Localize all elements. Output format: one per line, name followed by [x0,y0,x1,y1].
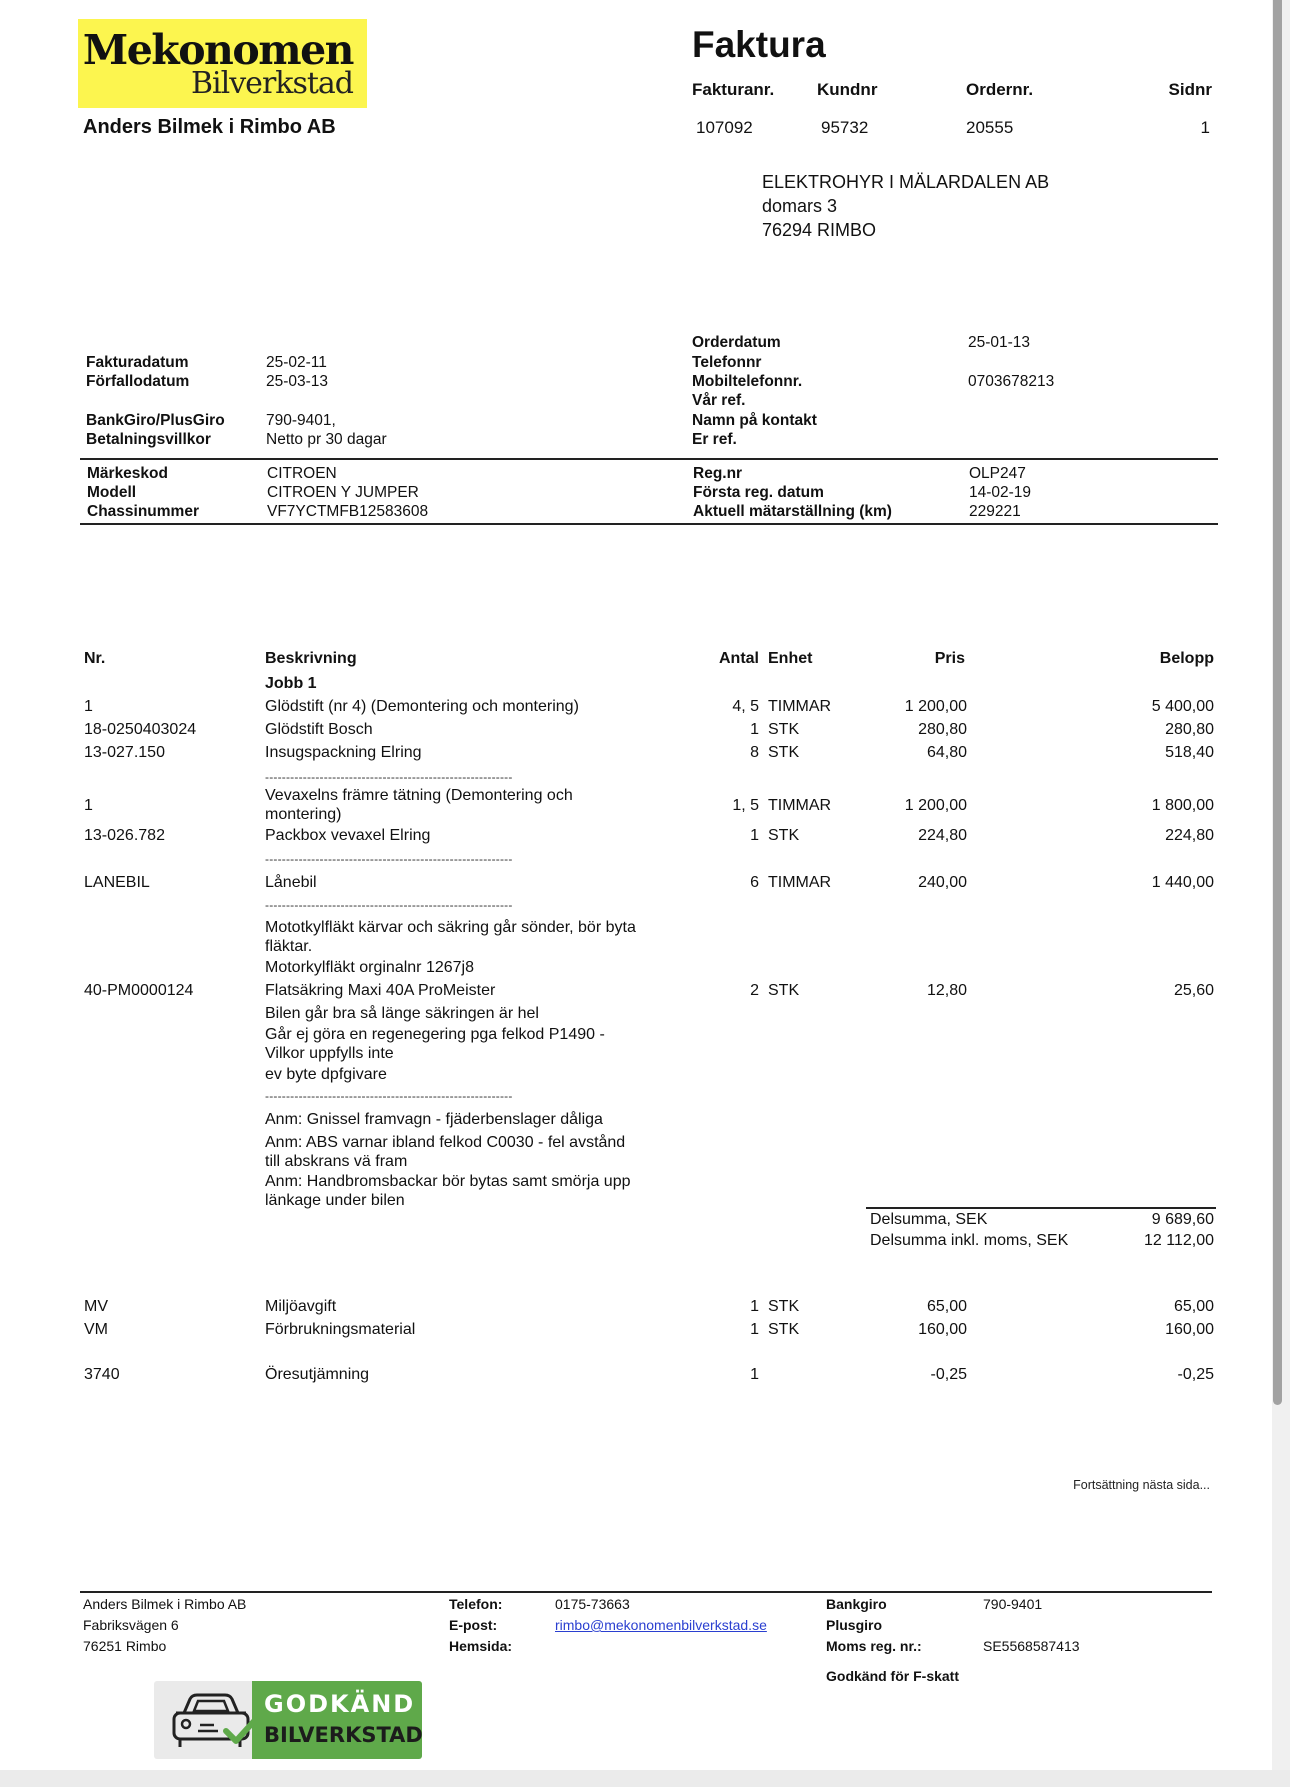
badge-line2: BILVERKSTAD [264,1723,423,1747]
row-price: -0,25 [930,1366,967,1383]
chassis-value: VF7YCTMFB12583608 [267,503,429,520]
row-price: 65,00 [926,1298,967,1315]
make-value: CITROEN [267,465,337,482]
odometer-value: 229221 [969,503,1021,520]
odometer-label: Aktuell mätarställning (km) [693,503,892,520]
mobile-label: Mobiltelefonnr. [692,373,803,390]
row-description: Miljöavgift [265,1298,337,1315]
row-description: Lånebil [265,874,317,891]
footer-web-label: Hemsida: [449,1638,513,1654]
footer-vat: SE5568587413 [983,1638,1080,1654]
row-description: Flatsäkring Maxi 40A ProMeister [265,982,496,999]
row-nr: 1 [84,797,93,814]
remark-line: Anm: ABS varnar ibland felkod C0030 - fel avstånd [265,1134,626,1151]
row-quantity: 8 [750,744,759,761]
row-unit: TIMMAR [768,797,832,814]
first-reg-value: 14-02-19 [969,484,1032,501]
row-amount: 1 440,00 [1151,874,1214,891]
mekonomen-logo [78,19,367,108]
row-nr: VM [84,1321,108,1338]
our-ref-label: Vår ref. [692,392,746,409]
row-description-cont: montering) [265,806,342,823]
reg-no-label: Reg.nr [693,465,743,482]
row-quantity: 1 [750,721,759,738]
row-price: 1 200,00 [904,797,967,814]
note-line: Går ej göra en regenegering pga felkod P1490 - [265,1026,605,1043]
row-price: 64,80 [926,744,967,761]
row-description: Glödstift Bosch [265,721,373,738]
phone-label: Telefonnr [692,354,762,371]
note-line: Mototkylfläkt kärvar och säkring går sönder, bör byta [265,919,636,936]
page-no-label: Sidnr [1168,80,1212,99]
row-amount: -0,25 [1177,1366,1214,1383]
invoice-date-label: Fakturadatum [86,354,189,371]
company-name: Anders Bilmek i Rimbo AB [83,116,336,138]
vehicle-top-rule [80,458,1218,460]
job-title: Jobb 1 [265,675,317,692]
footer-bankgiro-label: Bankgiro [826,1596,887,1612]
recipient-postal: 76294 RIMBO [762,220,877,240]
note-line: fläktar. [265,938,313,955]
row-description: Packbox vevaxel Elring [265,827,431,844]
row-unit: STK [768,721,800,738]
logo-subtitle: Bilverkstad [191,66,353,101]
row-price: 224,80 [918,827,967,844]
badge-label-panel [252,1681,422,1759]
col-amount: Belopp [1159,650,1214,667]
customer-no-label: Kundnr [817,80,878,99]
row-price: 12,80 [926,982,967,999]
model-label: Modell [87,484,137,501]
note-line: Bilen går bra så länge säkringen är hel [265,1005,539,1022]
your-ref-label: Er ref. [692,431,737,448]
row-quantity: 1, 5 [732,797,759,814]
row-amount: 65,00 [1173,1298,1214,1315]
footer-postal: 76251 Rimbo [83,1638,167,1654]
row-unit: TIMMAR [768,874,832,891]
approved-workshop-badge [154,1681,422,1759]
row-nr: 13-027.150 [84,744,165,761]
invoice-no-value: 107092 [696,118,753,137]
note-line: ev byte dpfgivare [265,1066,387,1083]
badge-line1: GODKÄND [264,1690,416,1718]
footer-email-link[interactable]: rimbo@mekonomenbilverkstad.se [555,1617,767,1633]
row-quantity: 6 [750,874,759,891]
footer-street: Fabriksvägen 6 [83,1617,179,1633]
row-amount: 224,80 [1165,827,1214,844]
row-unit: STK [768,1321,800,1338]
logo-brand: Mekonomen [82,26,353,74]
row-unit: STK [768,827,800,844]
row-amount: 25,60 [1173,982,1214,999]
separator: ----------------------------------------------------------- [265,852,513,866]
order-no-label: Ordernr. [966,80,1034,99]
row-description: Förbrukningsmaterial [265,1321,416,1338]
mobile-value: 0703678213 [968,373,1055,390]
row-description: Vevaxelns främre tätning (Demontering och [265,787,573,804]
row-amount: 1 800,00 [1151,797,1214,814]
row-price: 240,00 [918,874,967,891]
subtotal-rule [866,1207,1216,1209]
row-quantity: 2 [750,982,759,999]
recipient-name: ELEKTROHYR I MÄLARDALEN AB [762,172,1050,192]
remark-line: Anm: Gnissel framvagn - fjäderbenslager dåliga [265,1111,603,1128]
remark-line: länkage under bilen [265,1192,405,1209]
row-amount: 5 400,00 [1151,698,1214,715]
row-nr: LANEBIL [84,874,150,891]
row-description: Öresutjämning [265,1366,370,1383]
row-amount: 280,80 [1165,721,1214,738]
col-quantity: Antal [719,650,759,667]
viewer-bottom-edge [0,1770,1290,1787]
subtotal-label: Delsumma, SEK [870,1211,988,1228]
row-unit: STK [768,982,800,999]
separator: ----------------------------------------------------------- [265,1089,513,1103]
due-date-value: 25-03-13 [266,373,329,390]
footer-rule [80,1591,1212,1593]
footer-fskatt: Godkänd för F-skatt [826,1668,960,1684]
row-quantity: 1 [750,1298,759,1315]
footer-company: Anders Bilmek i Rimbo AB [83,1596,247,1612]
subtotal-vat-label: Delsumma inkl. moms, SEK [870,1232,1069,1249]
footer-bankgiro: 790-9401 [983,1596,1043,1612]
col-price: Pris [934,650,965,667]
footer-plusgiro-label: Plusgiro [826,1617,883,1633]
row-quantity: 1 [750,827,759,844]
page-no-value: 1 [1200,118,1210,137]
reg-no-value: OLP247 [969,465,1026,482]
row-price: 280,80 [918,721,967,738]
scrollbar-thumb[interactable] [1273,0,1282,1405]
remark-line: Anm: Handbromsbackar bör bytas samt smörja upp [265,1173,631,1190]
model-value: CITROEN Y JUMPER [267,484,419,501]
payment-terms-value: Netto pr 30 dagar [266,431,387,448]
row-nr: 3740 [84,1366,120,1383]
car-check-icon [170,1691,262,1751]
col-description: Beskrivning [265,650,357,667]
separator: ----------------------------------------------------------- [265,898,513,912]
first-reg-label: Första reg. datum [693,484,824,501]
contact-name-label: Namn på kontakt [692,412,817,429]
row-description: Insugspackning Elring [265,744,422,761]
row-nr: 40-PM0000124 [84,982,194,999]
note-line: Vilkor uppfylls inte [265,1045,394,1062]
order-date-value: 25-01-13 [968,334,1031,351]
footer-email-label: E-post: [449,1617,498,1633]
subtotal-vat-value: 12 112,00 [1144,1232,1214,1249]
bankgiro-label: BankGiro/PlusGiro [86,412,225,429]
customer-no-value: 95732 [821,118,869,137]
row-amount: 160,00 [1165,1321,1214,1338]
payment-terms-label: Betalningsvillkor [86,431,211,448]
row-nr: 13-026.782 [84,827,165,844]
row-description: Glödstift (nr 4) (Demontering och montering) [265,698,579,715]
col-unit: Enhet [768,650,813,667]
footer-vat-label: Moms reg. nr.: [826,1638,922,1654]
footer-phone: 0175-73663 [555,1596,630,1612]
row-price: 1 200,00 [904,698,967,715]
row-unit: STK [768,1298,800,1315]
chassis-label: Chassinummer [87,503,199,520]
order-date-label: Orderdatum [692,334,781,351]
order-no-value: 20555 [966,118,1014,137]
continuation-note: Fortsättning nästa sida... [1073,1478,1210,1492]
row-price: 160,00 [918,1321,967,1338]
due-date-label: Förfallodatum [86,373,190,390]
row-quantity: 1 [750,1366,759,1383]
invoice-date-value: 25-02-11 [266,354,327,371]
col-nr: Nr. [84,650,106,667]
note-line: Motorkylfläkt orginalnr 1267j8 [265,959,474,976]
row-quantity: 4, 5 [732,698,759,715]
row-nr: MV [84,1298,108,1315]
row-unit: STK [768,744,800,761]
row-amount: 518,40 [1165,744,1214,761]
make-label: Märkeskod [87,465,168,482]
bankgiro-value: 790-9401, [266,412,336,429]
invoice-no-label: Fakturanr. [692,80,775,99]
row-nr: 18-0250403024 [84,721,197,738]
vehicle-bottom-rule [80,523,1218,525]
footer-phone-label: Telefon: [449,1596,503,1612]
page-title: Faktura [692,24,826,65]
row-nr: 1 [84,698,93,715]
remark-line: till abskrans vä fram [265,1153,408,1170]
subtotal-value: 9 689,60 [1151,1211,1214,1228]
recipient-street: domars 3 [762,196,838,216]
separator: ----------------------------------------------------------- [265,770,513,784]
row-quantity: 1 [750,1321,759,1338]
row-unit: TIMMAR [768,698,832,715]
